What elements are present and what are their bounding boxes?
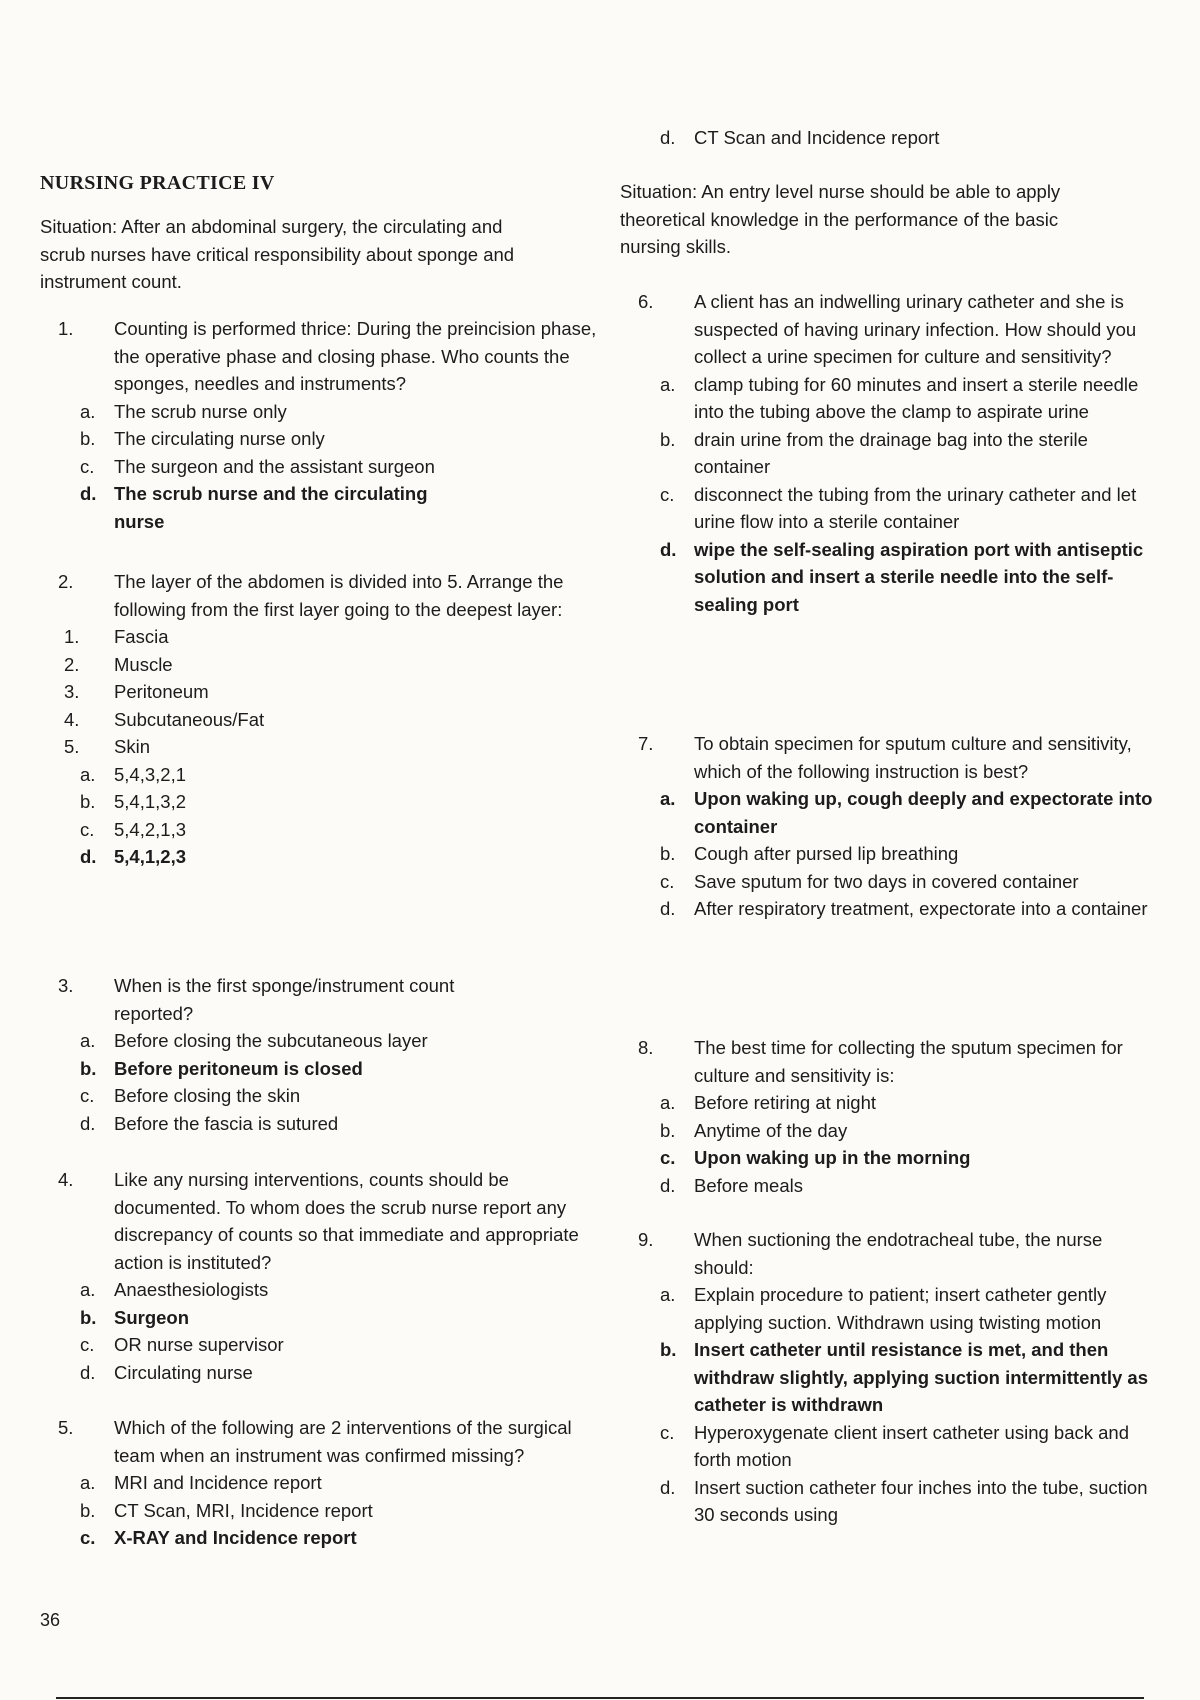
option-text: Insert catheter until resistance is met, and then withdraw slightly, applying suction intermittently as catheter is withdrawn (694, 1339, 1148, 1415)
question-number: 3. (58, 975, 74, 996)
layer-number: 3. (64, 681, 80, 702)
option-d-answer (40, 843, 600, 871)
layer-item (40, 678, 600, 706)
option-letter: d. (660, 127, 676, 148)
option-text: 5,4,3,2,1 (114, 763, 187, 785)
question-stem (620, 730, 1165, 785)
option-text: Before the fascia is sutured (114, 1112, 339, 1134)
option-letter: c. (80, 818, 95, 840)
option-b-answer (620, 1336, 1165, 1419)
option-text: The scrub nurse and the circulating nurse (114, 483, 428, 532)
option-letter: b. (80, 428, 96, 449)
option-text: drain urine from the drainage bag into the sterile container (694, 428, 1088, 477)
question-3 (40, 972, 600, 1137)
option-letter: c. (80, 1527, 96, 1548)
layer-item (40, 706, 600, 734)
option-text: disconnect the tubing from the urinary catheter and let urine flow into a sterile container (694, 483, 1137, 532)
option-d-answer (620, 536, 1165, 619)
layer-list (40, 623, 600, 761)
option-d (620, 1474, 1165, 1529)
option-text: Hyperoxygenate client insert catheter using back and forth motion (694, 1421, 1130, 1470)
option-d (620, 1172, 1165, 1200)
option-c (620, 868, 1165, 896)
option-a (620, 1281, 1165, 1336)
option-text: clamp tubing for 60 minutes and insert a sterile needle into the tubing above the clamp to aspirate urine (694, 373, 1139, 422)
option-letter: d. (660, 898, 676, 919)
question-stem (40, 568, 600, 623)
question-text: The best time for collecting the sputum specimen for culture and sensitivity is: (694, 1037, 1123, 1086)
option-text: Save sputum for two days in covered container (694, 870, 1079, 892)
option-b (620, 840, 1165, 868)
layer-number: 2. (64, 653, 80, 675)
option-letter: c. (660, 483, 675, 505)
option-text: X-RAY and Incidence report (114, 1527, 357, 1548)
option-d (40, 1359, 600, 1387)
option-text: 5,4,2,1,3 (114, 818, 187, 840)
option-b-answer (40, 1055, 600, 1083)
option-d (620, 895, 1165, 923)
question-9 (620, 1226, 1165, 1529)
question-number: 9. (638, 1229, 654, 1250)
option-letter: b. (660, 428, 676, 450)
option-letter: b. (660, 1119, 676, 1141)
option-list (620, 1089, 1165, 1199)
option-list (40, 761, 600, 871)
question-1 (40, 315, 600, 535)
option-a (40, 1276, 600, 1304)
option-letter: d. (660, 1476, 676, 1498)
option-text: Before closing the skin (114, 1085, 301, 1106)
option-b (40, 1497, 600, 1525)
option-list (40, 398, 600, 536)
option-letter: d. (660, 538, 677, 560)
option-list (40, 1469, 600, 1552)
option-letter: a. (80, 400, 96, 422)
option-letter: c. (80, 1085, 95, 1106)
layer-item (40, 623, 600, 651)
question-text: Like any nursing interventions, counts should be documented. To whom does the scrub nurse report any discrepancy of counts so that immediate and appropriate action is instituted? (114, 1169, 579, 1273)
option-text: Anaesthesiologists (114, 1279, 269, 1300)
option-text: Before closing the subcutaneous layer (114, 1030, 428, 1051)
option-text: The surgeon and the assistant surgeon (114, 455, 435, 477)
option-letter: c. (80, 1334, 95, 1355)
question-5 (40, 1414, 600, 1552)
option-text: OR nurse supervisor (114, 1334, 284, 1355)
question-text: Counting is performed thrice: During the preincision phase, the operative phase and closing phase. Who counts the sponges, needles and instruments? (114, 318, 597, 394)
option-letter: d. (80, 1361, 96, 1383)
option-a (620, 1089, 1165, 1117)
question-number: 4. (58, 1169, 74, 1190)
layer-item (40, 733, 600, 761)
question-stem (40, 1414, 600, 1469)
question-text: The layer of the abdomen is divided into 5. Arrange the following from the first layer going to the deepest layer: (114, 571, 564, 620)
layer-text: Subcutaneous/Fat (114, 708, 265, 730)
question-text: Which of the following are 2 interventions of the surgical team when an instrument was confirmed missing? (114, 1417, 572, 1466)
option-a (40, 1469, 600, 1497)
question-stem (40, 972, 600, 1027)
option-text: Before meals (694, 1174, 803, 1196)
question-stem (620, 288, 1165, 371)
option-letter: c. (660, 1147, 676, 1168)
page-number: 36 (40, 1610, 61, 1630)
situation-text: Situation: After an abdominal surgery, the circulating and scrub nurses have critical responsibility about sponge and instrument count. (40, 216, 515, 292)
question-8 (620, 1034, 1165, 1199)
option-letter: a. (660, 1092, 676, 1113)
question-number: 6. (638, 291, 654, 312)
option-letter: d. (80, 1112, 96, 1134)
option-text: Upon waking up in the morning (694, 1147, 971, 1168)
option-text: 5,4,1,3,2 (114, 791, 187, 812)
option-letter: c. (80, 455, 95, 477)
option-a (40, 398, 600, 426)
option-a-answer (620, 785, 1165, 840)
option-letter: a. (660, 788, 676, 809)
option-c (40, 1331, 600, 1359)
option-b-answer (40, 1304, 600, 1332)
option-text: Insert suction catheter four inches into the tube, suction 30 seconds using (694, 1476, 1148, 1525)
question-text: When is the first sponge/instrument count reported? (114, 975, 455, 1024)
option-letter: b. (80, 1057, 97, 1079)
option-list (620, 1281, 1165, 1529)
option-letter: a. (80, 1472, 96, 1493)
question-stem (40, 1166, 600, 1276)
option-text: CT Scan, MRI, Incidence report (114, 1499, 373, 1521)
option-text: 5,4,1,2,3 (114, 846, 187, 867)
situation-text: Situation: An entry level nurse should be able to apply theoretical knowledge in the performance of the basic nursing skills. (620, 181, 1061, 257)
option-b (620, 426, 1165, 481)
option-letter: d. (660, 1174, 676, 1196)
question-number: 5. (58, 1417, 74, 1438)
option-letter: b. (80, 1306, 97, 1328)
question-text: To obtain specimen for sputum culture and sensitivity, which of the following instruction is best? (694, 733, 1132, 782)
option-text: MRI and Incidence report (114, 1472, 322, 1493)
option-list (40, 1027, 600, 1137)
option-a (40, 1027, 600, 1055)
option-text: wipe the self-sealing aspiration port with antiseptic solution and insert a sterile needle into the self-sealing port (694, 538, 1144, 615)
option-c (620, 1419, 1165, 1474)
option-b (40, 788, 600, 816)
option-d (40, 1110, 600, 1138)
option-list-continued (620, 124, 1165, 152)
option-text: CT Scan and Incidence report (694, 127, 940, 148)
option-a (40, 761, 600, 789)
option-c-answer (620, 1144, 1165, 1172)
question-4 (40, 1166, 600, 1386)
option-text: Explain procedure to patient; insert catheter gently applying suction. Withdrawn using twisting motion (694, 1284, 1107, 1333)
option-d-answer (40, 480, 600, 535)
question-stem (40, 315, 600, 398)
question-stem (620, 1226, 1165, 1281)
option-letter: a. (660, 1284, 676, 1305)
layer-text: Fascia (114, 626, 169, 647)
option-letter: a. (80, 1030, 96, 1051)
option-text: After respiratory treatment, expectorate into a container (694, 898, 1148, 919)
question-number: 1. (58, 318, 74, 339)
option-letter: d. (80, 846, 97, 867)
option-c-answer (40, 1524, 600, 1552)
option-letter: a. (660, 373, 676, 395)
option-text: Circulating nurse (114, 1361, 253, 1383)
question-text: When suctioning the endotracheal tube, the nurse should: (694, 1229, 1103, 1278)
question-stem (620, 1034, 1165, 1089)
footer-divider (56, 1697, 1144, 1699)
question-text: A client has an indwelling urinary catheter and she is suspected of having urinary infection. How should you collect a urine specimen for culture and sensitivity? (694, 291, 1137, 367)
option-letter: a. (80, 1279, 96, 1300)
question-number: 7. (638, 733, 654, 754)
layer-text: Peritoneum (114, 681, 209, 702)
option-a (620, 371, 1165, 426)
option-letter: b. (80, 791, 96, 812)
option-list (40, 1276, 600, 1386)
option-list (620, 785, 1165, 923)
option-letter: c. (660, 1421, 675, 1443)
question-7 (620, 730, 1165, 923)
option-text: Before peritoneum is closed (114, 1057, 363, 1079)
question-2 (40, 568, 600, 871)
option-text: The scrub nurse only (114, 400, 287, 422)
question-6 (620, 288, 1165, 618)
option-b (40, 425, 600, 453)
option-text: Upon waking up, cough deeply and expectorate into container (694, 788, 1153, 837)
option-c (40, 816, 600, 844)
layer-item (40, 651, 600, 679)
option-text: Surgeon (114, 1306, 190, 1328)
option-letter: b. (80, 1499, 96, 1521)
option-c (620, 481, 1165, 536)
option-d (620, 124, 1165, 152)
option-letter: a. (80, 763, 96, 785)
layer-text: Skin (114, 736, 150, 757)
option-letter: b. (660, 1339, 677, 1360)
option-text: Anytime of the day (694, 1119, 848, 1141)
question-number: 2. (58, 571, 74, 592)
option-c (40, 453, 600, 481)
page-title: NURSING PRACTICE IV (40, 172, 275, 194)
question-number: 8. (638, 1037, 654, 1058)
option-text: Cough after pursed lip breathing (694, 843, 959, 864)
option-list (620, 371, 1165, 619)
layer-number: 4. (64, 708, 80, 730)
option-text: The circulating nurse only (114, 428, 325, 449)
option-c (40, 1082, 600, 1110)
option-b (620, 1117, 1165, 1145)
option-letter: b. (660, 843, 676, 864)
layer-number: 5. (64, 736, 80, 757)
option-text: Before retiring at night (694, 1092, 877, 1113)
layer-text: Muscle (114, 653, 173, 675)
layer-number: 1. (64, 626, 80, 647)
option-letter: c. (660, 870, 675, 892)
option-letter: d. (80, 483, 97, 504)
